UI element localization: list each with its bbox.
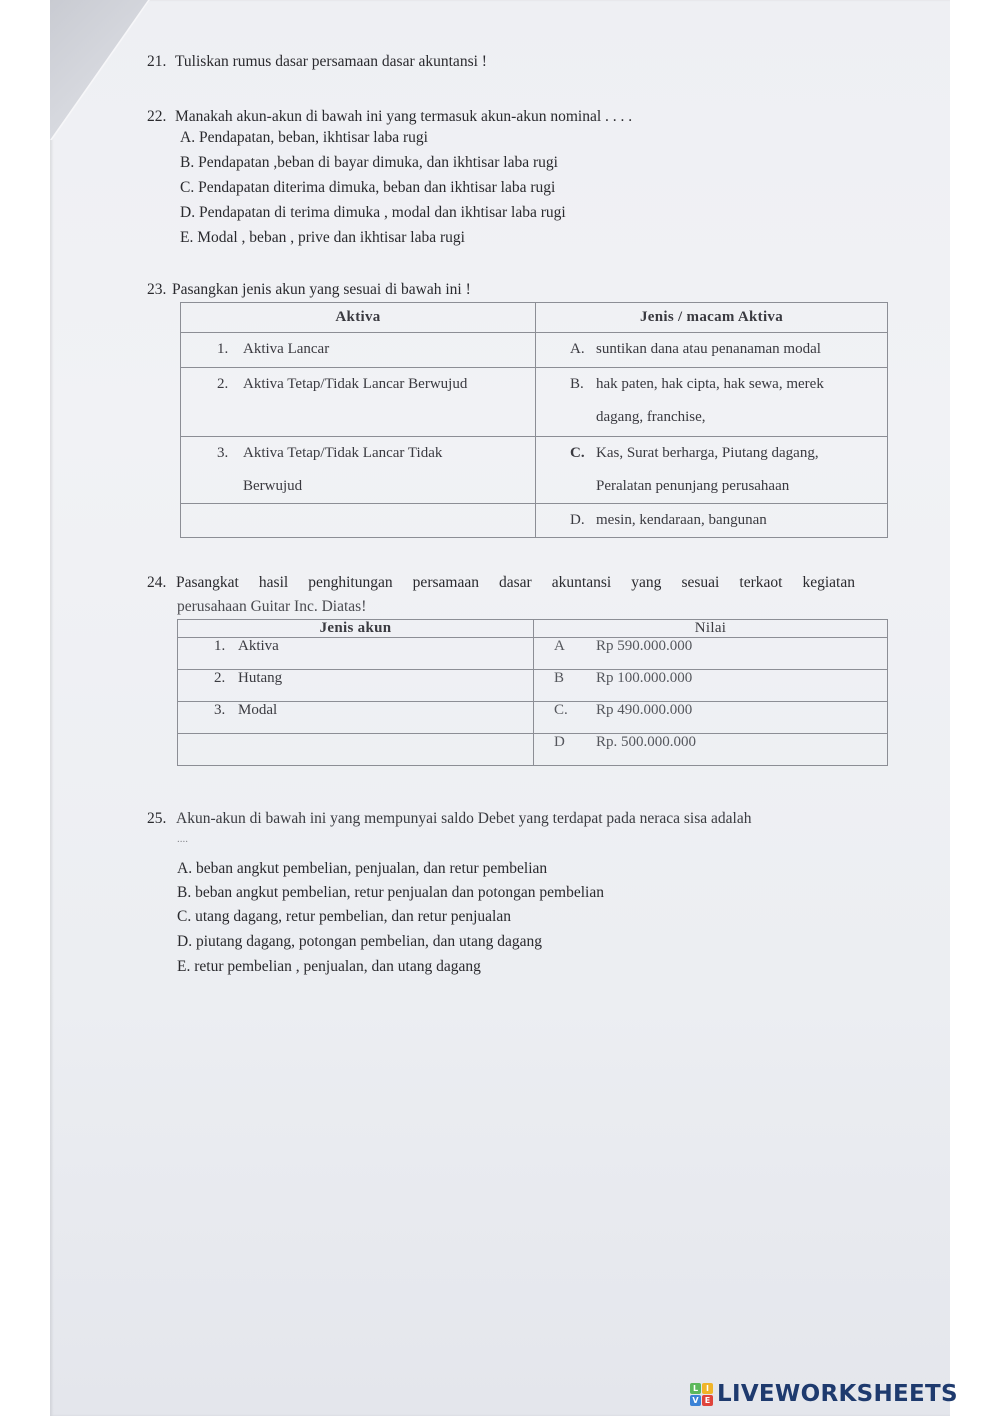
item-value: Rp 590.000.000 [596, 638, 693, 654]
item-text: Aktiva Tetap/Tidak Lancar Berwujud [243, 376, 468, 392]
right-cell-a[interactable] [534, 638, 888, 670]
table-row [181, 368, 888, 437]
q22-option-e[interactable]: E. Modal , beban , prive dan ikhtisar laba rugi [180, 229, 465, 246]
item-text: Hutang [238, 670, 283, 686]
question-number: 22. [147, 108, 167, 125]
q22-option-b[interactable]: B. Pendapatan ,beban di bayar dimuka, dan ikhtisar laba rugi [180, 154, 558, 171]
question-number: 24. [147, 574, 167, 591]
q25-option-c[interactable]: C. utang dagang, retur pembelian, dan retur penjualan [177, 908, 511, 925]
item-index: 1. [214, 638, 226, 654]
q25-option-b[interactable]: B. beban angkut pembelian, retur penjualan dan potongan pembelian [177, 884, 604, 901]
logo-letter-i: I [702, 1383, 713, 1394]
table-header-nilai: Nilai [534, 620, 888, 638]
matching-table-nilai [177, 619, 888, 766]
question-number: 25. [147, 810, 167, 827]
right-cell-d[interactable] [536, 504, 888, 538]
item-text: Aktiva [238, 638, 279, 654]
question-21 [147, 54, 487, 70]
item-index: 3. [214, 702, 226, 718]
left-cell-2[interactable] [178, 670, 534, 702]
left-cell-2[interactable] [181, 368, 536, 437]
question-24-cont: perusahaan Guitar Inc. Diatas! [177, 598, 367, 615]
q22-option-a[interactable]: A. Pendapatan, beban, ikhtisar laba rugi [180, 129, 428, 146]
table-row [178, 702, 888, 734]
item-text: Aktiva Tetap/Tidak Lancar Tidak [243, 445, 443, 461]
question-24 [147, 575, 855, 591]
item-index: 3. [217, 445, 229, 461]
table-header-jenis: Jenis / macam Aktiva [536, 303, 888, 333]
item-text: Aktiva Lancar [243, 341, 330, 357]
question-text: Tuliskan rumus dasar persamaan dasar akuntansi ! [175, 53, 487, 70]
question-text: Pasangkan jenis akun yang sesuai di bawah ini ! [172, 281, 471, 298]
item-index: 1. [217, 341, 229, 357]
item-text: hak paten, hak cipta, hak sewa, merek [596, 376, 824, 392]
item-text: Kas, Surat berharga, Piutang dagang, [596, 445, 819, 461]
left-cell-empty[interactable] [178, 734, 534, 766]
question-25 [147, 811, 751, 827]
item-value: Rp. 500.000.000 [596, 734, 697, 750]
left-cell-empty[interactable] [181, 504, 536, 538]
item-index: A. [570, 341, 585, 357]
right-cell-a[interactable] [536, 333, 888, 368]
item-text: suntikan dana atau penanaman modal [596, 341, 821, 357]
item-index: C. [554, 702, 568, 718]
question-text: Manakah akun-akun di bawah ini yang termasuk akun-akun nominal . . . . [175, 108, 633, 125]
table-header-aktiva: Aktiva [181, 303, 536, 333]
question-text: Pasangkat hasil penghitungan persamaan dasar akuntansi yang sesuai terkaot kegiatan [176, 574, 855, 591]
item-value: Rp 100.000.000 [596, 670, 693, 686]
right-cell-b[interactable] [536, 368, 888, 437]
right-cell-b[interactable] [534, 670, 888, 702]
q22-option-c[interactable]: C. Pendapatan diterima dimuka, beban dan ikhtisar laba rugi [180, 179, 556, 196]
live-icon [690, 1383, 713, 1406]
q22-option-d[interactable]: D. Pendapatan di terima dimuka , modal dan ikhtisar laba rugi [180, 204, 566, 221]
question-25-ellipsis: .... [177, 833, 188, 845]
question-22 [147, 109, 632, 125]
question-number: 23. [147, 281, 167, 298]
table-row [181, 437, 888, 504]
q25-option-e[interactable]: E. retur pembelian , penjualan, dan utang dagang [177, 958, 481, 975]
logo-letter-l: L [690, 1383, 701, 1394]
right-cell-c[interactable] [534, 702, 888, 734]
logo-text: LIVEWORKSHEETS [717, 1381, 958, 1407]
question-23 [147, 282, 471, 298]
matching-table-aktiva [180, 302, 888, 538]
left-cell-3[interactable] [181, 437, 536, 504]
item-index: 2. [217, 376, 229, 392]
table-header-jenis-akun: Jenis akun [178, 620, 534, 638]
question-text: Akun-akun di bawah ini yang mempunyai saldo Debet yang terdapat pada neraca sisa adalah [176, 810, 752, 827]
table-row [178, 638, 888, 670]
table-row [178, 734, 888, 766]
item-index: B. [570, 376, 584, 392]
liveworksheets-logo [690, 1380, 958, 1408]
item-text: mesin, kendaraan, bangunan [596, 512, 767, 528]
table-row [178, 670, 888, 702]
logo-letter-v: V [690, 1395, 701, 1406]
logo-letter-e: E [702, 1395, 713, 1406]
item-text-cont: Peralatan penunjang perusahaan [596, 478, 790, 494]
item-index: A [554, 638, 565, 654]
item-index: D. [570, 512, 585, 528]
item-value: Rp 490.000.000 [596, 702, 693, 718]
left-cell-3[interactable] [178, 702, 534, 734]
question-number: 21. [147, 53, 167, 70]
item-text: Modal [238, 702, 278, 718]
table-row [181, 333, 888, 368]
left-cell-1[interactable] [181, 333, 536, 368]
q25-option-a[interactable]: A. beban angkut pembelian, penjualan, dan retur pembelian [177, 860, 548, 877]
right-cell-c[interactable] [536, 437, 888, 504]
item-index: 2. [214, 670, 226, 686]
item-index: B [554, 670, 565, 686]
table-row [181, 504, 888, 538]
left-cell-1[interactable] [178, 638, 534, 670]
item-text-cont: Berwujud [243, 478, 303, 494]
item-index: D [554, 734, 565, 750]
right-cell-d[interactable] [534, 734, 888, 766]
item-text-cont: dagang, franchise, [596, 409, 706, 425]
q25-option-d[interactable]: D. piutang dagang, potongan pembelian, dan utang dagang [177, 933, 543, 950]
item-index: C. [570, 445, 585, 461]
